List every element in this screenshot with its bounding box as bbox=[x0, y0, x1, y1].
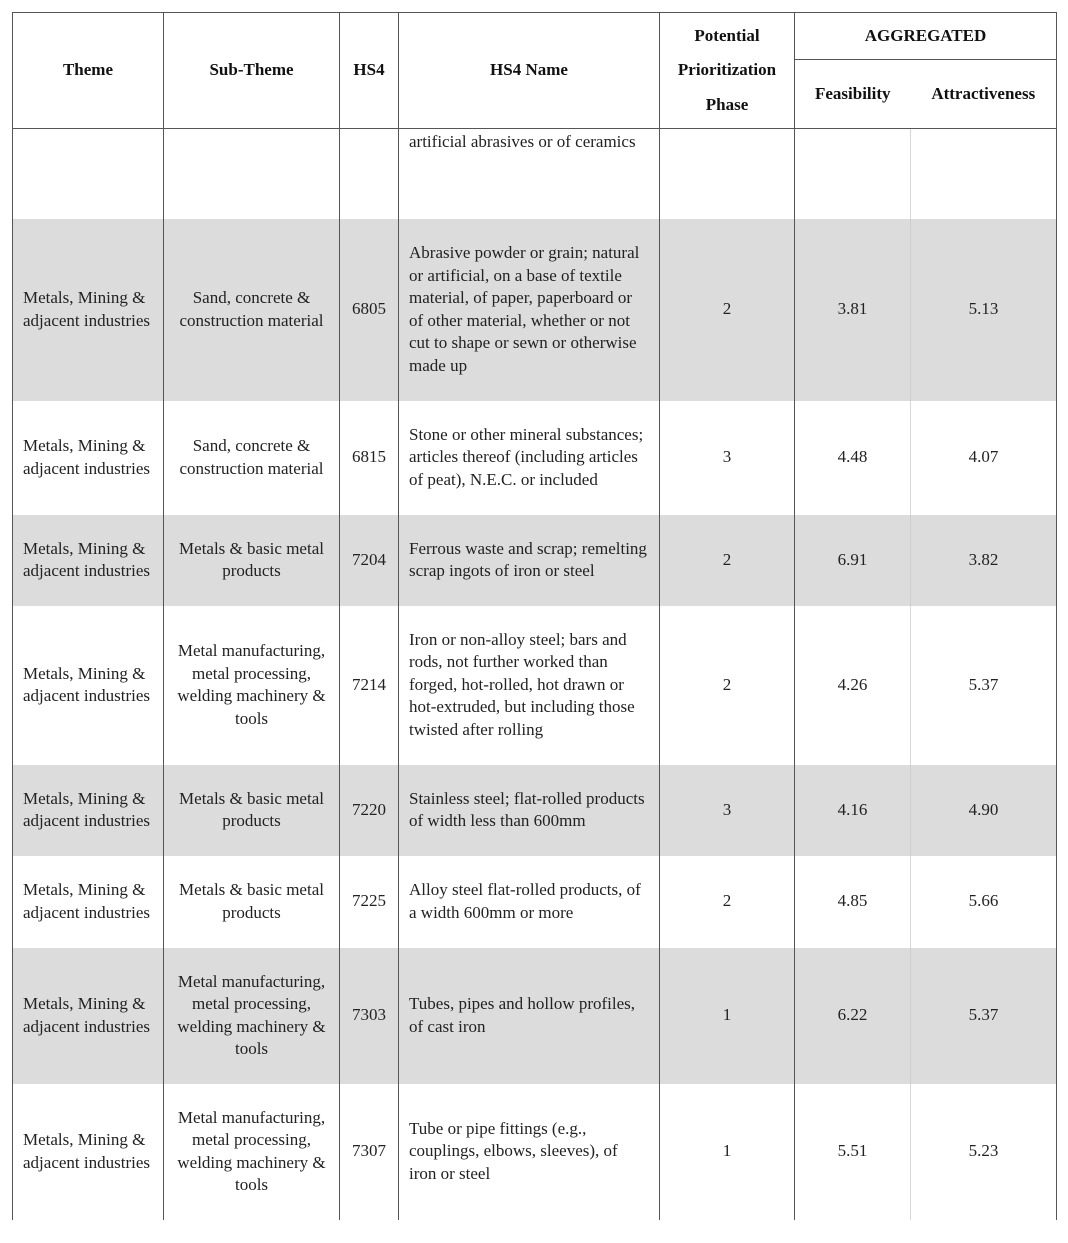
table-row bbox=[13, 948, 1057, 1084]
hs4-name-cell: artificial abrasives or of ceramics bbox=[399, 129, 660, 219]
attractiveness-cell: 4.07 bbox=[911, 401, 1057, 515]
phase-cell: 1 bbox=[660, 1084, 795, 1220]
feasibility-cell: 4.85 bbox=[795, 856, 911, 948]
header-hs4: HS4 bbox=[340, 13, 399, 129]
header-phase-line-3: Phase bbox=[705, 94, 749, 114]
theme-cell: Metals, Mining & adjacent industries bbox=[13, 219, 164, 401]
table-row bbox=[13, 856, 1057, 948]
attractiveness-cell: 5.13 bbox=[911, 219, 1057, 401]
theme-cell: Metals, Mining & adjacent industries bbox=[13, 948, 164, 1084]
feasibility-cell: 4.48 bbox=[795, 401, 911, 515]
hs4-name-cell: Tube or pipe fittings (e.g., couplings, elbows, sleeves), of iron or steel bbox=[399, 1084, 660, 1220]
phase-cell: 2 bbox=[660, 606, 795, 765]
sub-theme-cell: Metals & basic metal products bbox=[164, 765, 340, 856]
header-sub-theme: Sub-Theme bbox=[164, 13, 340, 129]
header-attractiveness: Attractiveness bbox=[911, 60, 1057, 129]
header-phase-line-1: Potential bbox=[694, 25, 760, 45]
hs4-name-cell: Tubes, pipes and hollow profiles, of cast iron bbox=[399, 948, 660, 1084]
header-phase-line-2: Prioritization bbox=[677, 60, 777, 80]
continuation-row bbox=[13, 129, 1057, 219]
sub-theme-cell: Sand, concrete & construction material bbox=[164, 401, 340, 515]
table-row bbox=[13, 401, 1057, 515]
hs4-prioritization-table bbox=[12, 12, 1057, 1220]
feasibility-cell: 6.91 bbox=[795, 515, 911, 606]
header-phase bbox=[660, 13, 795, 129]
header-theme: Theme bbox=[13, 13, 164, 129]
hs4-cell: 7303 bbox=[340, 948, 399, 1084]
theme-cell: Metals, Mining & adjacent industries bbox=[13, 606, 164, 765]
hs4-name-cell: Stone or other mineral substances; articles thereof (including articles of peat), N.E.C. or included bbox=[399, 401, 660, 515]
theme-cell: Metals, Mining & adjacent industries bbox=[13, 401, 164, 515]
hs4-name-cell: Abrasive powder or grain; natural or artificial, on a base of textile material, of paper, paperboard or of other material, whether or not cut to shape or sewn or otherwise made up bbox=[399, 219, 660, 401]
hs4-cell: 7214 bbox=[340, 606, 399, 765]
table-page bbox=[12, 12, 1057, 1220]
attractiveness-cell bbox=[911, 129, 1057, 219]
attractiveness-cell: 5.37 bbox=[911, 606, 1057, 765]
sub-theme-cell: Sand, concrete & construction material bbox=[164, 219, 340, 401]
sub-theme-cell: Metals & basic metal products bbox=[164, 856, 340, 948]
theme-cell: Metals, Mining & adjacent industries bbox=[13, 1084, 164, 1220]
sub-theme-cell: Metal manufacturing, metal processing, welding machinery & tools bbox=[164, 606, 340, 765]
table-row bbox=[13, 765, 1057, 856]
hs4-cell: 7204 bbox=[340, 515, 399, 606]
hs4-cell: 7225 bbox=[340, 856, 399, 948]
feasibility-cell bbox=[795, 129, 911, 219]
hs4-name-cell: Ferrous waste and scrap; remelting scrap ingots of iron or steel bbox=[399, 515, 660, 606]
header-aggregated: AGGREGATED bbox=[795, 13, 1057, 60]
theme-cell: Metals, Mining & adjacent industries bbox=[13, 765, 164, 856]
attractiveness-cell: 4.90 bbox=[911, 765, 1057, 856]
table-row bbox=[13, 219, 1057, 401]
sub-theme-cell bbox=[164, 129, 340, 219]
phase-cell: 1 bbox=[660, 948, 795, 1084]
table-row bbox=[13, 515, 1057, 606]
attractiveness-cell: 5.23 bbox=[911, 1084, 1057, 1220]
theme-cell: Metals, Mining & adjacent industries bbox=[13, 515, 164, 606]
phase-cell bbox=[660, 129, 795, 219]
hs4-cell bbox=[340, 129, 399, 219]
feasibility-cell: 6.22 bbox=[795, 948, 911, 1084]
phase-cell: 2 bbox=[660, 219, 795, 401]
theme-cell: Metals, Mining & adjacent industries bbox=[13, 856, 164, 948]
theme-cell bbox=[13, 129, 164, 219]
phase-cell: 2 bbox=[660, 515, 795, 606]
header-hs4-name: HS4 Name bbox=[399, 13, 660, 129]
hs4-cell: 7220 bbox=[340, 765, 399, 856]
hs4-cell: 6805 bbox=[340, 219, 399, 401]
feasibility-cell: 4.16 bbox=[795, 765, 911, 856]
attractiveness-cell: 5.66 bbox=[911, 856, 1057, 948]
attractiveness-cell: 5.37 bbox=[911, 948, 1057, 1084]
hs4-name-cell: Iron or non-alloy steel; bars and rods, not further worked than forged, hot-rolled, hot drawn or hot-extruded, but including those twisted after rolling bbox=[399, 606, 660, 765]
header-feasibility: Feasibility bbox=[795, 60, 911, 129]
sub-theme-cell: Metals & basic metal products bbox=[164, 515, 340, 606]
phase-cell: 3 bbox=[660, 765, 795, 856]
table-body bbox=[13, 129, 1057, 1220]
phase-cell: 2 bbox=[660, 856, 795, 948]
sub-theme-cell: Metal manufacturing, metal processing, welding machinery & tools bbox=[164, 948, 340, 1084]
sub-theme-cell: Metal manufacturing, metal processing, welding machinery & tools bbox=[164, 1084, 340, 1220]
hs4-cell: 6815 bbox=[340, 401, 399, 515]
phase-cell: 3 bbox=[660, 401, 795, 515]
table-row bbox=[13, 606, 1057, 765]
feasibility-cell: 5.51 bbox=[795, 1084, 911, 1220]
feasibility-cell: 3.81 bbox=[795, 219, 911, 401]
hs4-cell: 7307 bbox=[340, 1084, 399, 1220]
hs4-name-cell: Alloy steel flat-rolled products, of a width 600mm or more bbox=[399, 856, 660, 948]
feasibility-cell: 4.26 bbox=[795, 606, 911, 765]
hs4-name-cell: Stainless steel; flat-rolled products of width less than 600mm bbox=[399, 765, 660, 856]
table-row bbox=[13, 1084, 1057, 1220]
attractiveness-cell: 3.82 bbox=[911, 515, 1057, 606]
